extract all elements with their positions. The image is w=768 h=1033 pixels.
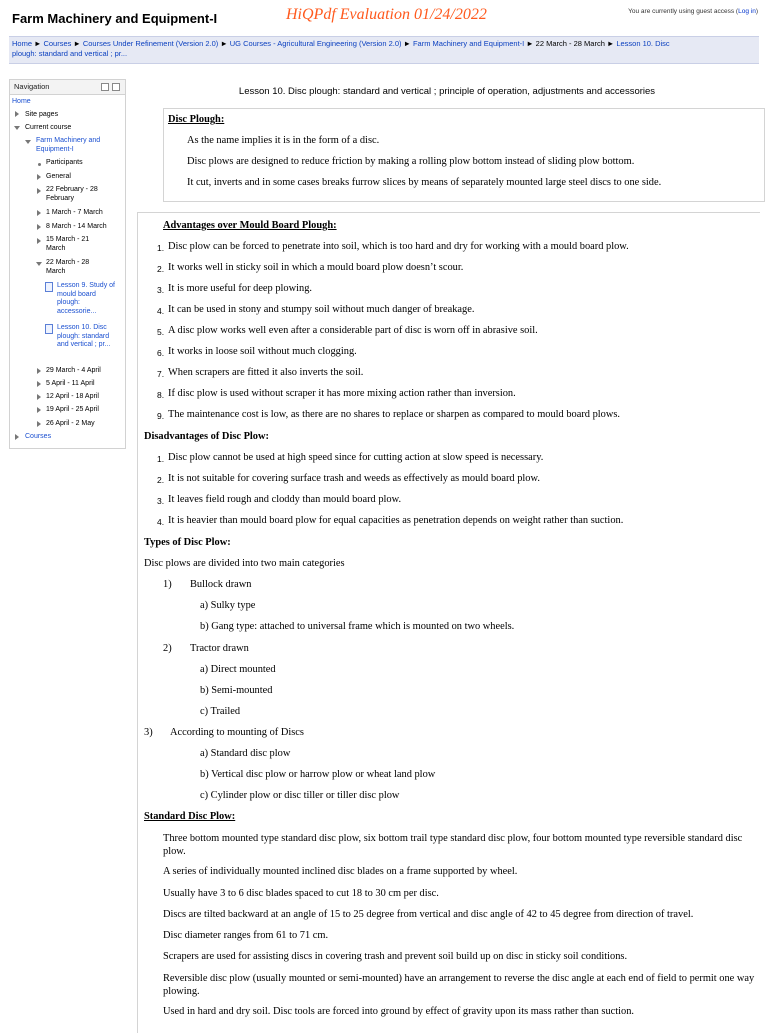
nav-week-1[interactable]: 22 February - 28 February bbox=[46, 186, 98, 202]
collapse-block-icon[interactable] bbox=[101, 83, 109, 91]
list-number: 3. bbox=[157, 285, 165, 295]
list-item: It works in loose soil without much clogging. bbox=[168, 346, 357, 357]
category-item: b) Gang type: attached to universal frame which is mounted on two wheels. bbox=[200, 621, 515, 632]
expand-icon[interactable] bbox=[37, 381, 41, 387]
nav-week-8[interactable]: 12 April - 18 April bbox=[46, 393, 99, 400]
breadcrumb-week[interactable]: 22 March - 28 March bbox=[535, 39, 605, 48]
nav-week-7[interactable]: 5 April - 11 April bbox=[46, 380, 95, 387]
list-item: When scrapers are fitted it also inverts the soil. bbox=[168, 367, 364, 378]
list-number: 9. bbox=[157, 411, 165, 421]
category-item: a) Standard disc plow bbox=[200, 748, 291, 759]
expand-icon[interactable] bbox=[37, 407, 41, 413]
category-item: a) Sulky type bbox=[200, 600, 256, 611]
list-number: 2. bbox=[157, 475, 165, 485]
list-number: 1. bbox=[157, 454, 165, 464]
evaluation-watermark: HiQPdf Evaluation 01/24/2022 bbox=[286, 6, 487, 23]
collapse-icon[interactable] bbox=[25, 140, 31, 144]
list-item: A disc plow works well even after a considerable part of disc is worn off in abrasive soil. bbox=[168, 325, 538, 336]
list-number: 6. bbox=[157, 348, 165, 358]
types-intro: Disc plows are divided into two main categories bbox=[144, 558, 345, 569]
list-item: It is not suitable for covering surface trash and weeds as effectively as mould board plow. bbox=[168, 473, 540, 484]
nav-home[interactable]: Home bbox=[12, 98, 31, 105]
nav-site-pages[interactable]: Site pages bbox=[25, 111, 59, 118]
paragraph: Used in hard and dry soil. Disc tools are forced into ground by effect of gravity upon its mass rather than suction. bbox=[163, 1006, 635, 1017]
list-item: The maintenance cost is low, as there are no shares to replace or sharpen as compared to mould board plows. bbox=[168, 409, 621, 420]
document-icon bbox=[45, 324, 53, 334]
nav-course-name[interactable]: Farm Machinery and Equipment-I bbox=[36, 137, 101, 153]
login-info: You are currently using guest access (Log in) bbox=[628, 8, 758, 15]
login-link[interactable]: Log in bbox=[738, 8, 756, 15]
category-label: Bullock drawn bbox=[190, 579, 252, 590]
list-item: It leaves field rough and cloddy than mould board plow. bbox=[168, 494, 402, 505]
breadcrumb-bar bbox=[9, 36, 759, 64]
list-item: It works well in sticky soil in which a mould board plow doesn’t scour. bbox=[168, 262, 464, 273]
dock-block-icon[interactable] bbox=[112, 83, 120, 91]
breadcrumb-ug-courses[interactable]: UG Courses - Agricultural Engineering (Version 2.0) bbox=[229, 39, 402, 48]
paragraph: Scrapers are used for assisting discs in covering trash and prevent soil build up on disc in sticky soil conditions. bbox=[163, 951, 628, 962]
list-number: 8. bbox=[157, 390, 165, 400]
expand-icon[interactable] bbox=[15, 434, 19, 440]
breadcrumb-course[interactable]: Farm Machinery and Equipment-I bbox=[412, 39, 525, 48]
breadcrumb-courses[interactable]: Courses bbox=[43, 39, 72, 48]
nav-week-5[interactable]: 22 March - 28 March bbox=[46, 259, 90, 275]
list-item: It can be used in stony and stumpy soil without much danger of breakage. bbox=[168, 304, 475, 315]
expand-icon[interactable] bbox=[37, 238, 41, 244]
types-heading: Types of Disc Plow: bbox=[144, 537, 231, 548]
category-label: According to mounting of Discs bbox=[170, 727, 304, 738]
expand-icon[interactable] bbox=[37, 174, 41, 180]
expand-icon[interactable] bbox=[15, 111, 19, 117]
list-number: 4. bbox=[157, 517, 165, 527]
definition-line: As the name implies it is in the form of a disc. bbox=[187, 135, 380, 146]
collapse-icon[interactable] bbox=[36, 262, 42, 266]
expand-icon[interactable] bbox=[37, 224, 41, 230]
expand-icon[interactable] bbox=[37, 394, 41, 400]
list-number: 1. bbox=[157, 243, 165, 253]
list-item: If disc plow is used without scraper it has more mixing action rather than inversion. bbox=[168, 388, 516, 399]
nav-current-course[interactable]: Current course bbox=[25, 124, 72, 131]
nav-week-10[interactable]: 26 April - 2 May bbox=[46, 420, 95, 427]
list-number: 5. bbox=[157, 327, 165, 337]
disadvantages-heading: Disadvantages of Disc Plow: bbox=[144, 431, 269, 442]
nav-participants[interactable]: Participants bbox=[46, 159, 83, 166]
navigation-header bbox=[10, 80, 125, 95]
paragraph: Three bottom mounted type standard disc plow, six bottom trail type standard disc plow, four bottom mounted type reversible standard disc plow. bbox=[163, 833, 743, 857]
list-number: 7. bbox=[157, 369, 165, 379]
nav-week-6[interactable]: 29 March - 4 April bbox=[46, 367, 101, 374]
category-number: 3) bbox=[144, 727, 153, 738]
expand-icon[interactable] bbox=[37, 421, 41, 427]
breadcrumb: Home ► Courses ► Courses Under Refinement (Version 2.0) ► UG Courses - Agricultural Engineering (Version 2.0) ► Farm Machinery and Equipment-I ► 22 March - 28 March ► Lesson 10. Disc plough: standard and vertical ; pr... bbox=[12, 39, 670, 58]
breadcrumb-home[interactable]: Home bbox=[12, 39, 33, 48]
list-item: It is heavier than mould board plow for equal capacities as penetration depends on weight rather than suction. bbox=[168, 515, 624, 526]
category-item: a) Direct mounted bbox=[200, 664, 276, 675]
category-item: c) Trailed bbox=[200, 706, 241, 717]
list-item: Disc plow can be forced to penetrate into soil, which is too hard and dry for working with a mould board plow. bbox=[168, 241, 629, 252]
breadcrumb-refinement[interactable]: Courses Under Refinement (Version 2.0) bbox=[82, 39, 219, 48]
document-icon bbox=[45, 282, 53, 292]
nav-week-4[interactable]: 15 March - 21 March bbox=[46, 236, 90, 252]
disc-plough-heading: Disc Plough: bbox=[168, 114, 225, 125]
expand-icon[interactable] bbox=[37, 188, 41, 194]
nav-general[interactable]: General bbox=[46, 173, 71, 180]
list-item: Disc plow cannot be used at high speed since for cutting action at slow speed is necessary. bbox=[168, 452, 544, 463]
breadcrumb-lesson[interactable]: Lesson 10. Disc plough: standard and vertical ; pr... bbox=[12, 39, 670, 58]
collapse-icon[interactable] bbox=[14, 126, 20, 130]
definition-line: Disc plows are designed to reduce friction by making a rolling plow bottom instead of sliding plow bottom. bbox=[187, 156, 635, 167]
nav-week-2[interactable]: 1 March - 7 March bbox=[46, 209, 103, 216]
category-item: b) Semi-mounted bbox=[200, 685, 273, 696]
category-item: b) Vertical disc plow or harrow plow or wheat land plow bbox=[200, 769, 436, 780]
list-number: 3. bbox=[157, 496, 165, 506]
category-number: 2) bbox=[163, 643, 172, 654]
lesson-title: Lesson 10. Disc plough: standard and vertical ; principle of operation, adjustments and accessories bbox=[238, 86, 656, 97]
paragraph: Discs are tilted backward at an angle of 15 to 25 degree from vertical and disc angle of 42 to 45 degree from direction of travel. bbox=[163, 909, 694, 920]
category-label: Tractor drawn bbox=[190, 643, 249, 654]
list-number: 2. bbox=[157, 264, 165, 274]
nav-lesson-10[interactable]: Lesson 10. Disc plough: standard and vertical ; pr... bbox=[57, 324, 111, 348]
nav-courses[interactable]: Courses bbox=[25, 433, 52, 440]
paragraph: A series of individually mounted inclined disc blades on a frame supported by wheel. bbox=[163, 866, 518, 877]
navigation-title: Navigation bbox=[14, 82, 50, 91]
paragraph: Disc diameter ranges from 61 to 71 cm. bbox=[163, 930, 329, 941]
expand-icon[interactable] bbox=[37, 368, 41, 374]
standard-disc-plow-heading: Standard Disc Plow: bbox=[144, 811, 236, 822]
category-number: 1) bbox=[163, 579, 172, 590]
category-item: c) Cylinder plow or disc tiller or tiller disc plow bbox=[200, 790, 400, 801]
definition-line: It cut, inverts and in some cases breaks furrow slices by means of separately mounted large steel discs to one side. bbox=[187, 177, 662, 188]
list-number: 4. bbox=[157, 306, 165, 316]
nav-week-3[interactable]: 8 March - 14 March bbox=[46, 223, 107, 230]
site-title: Farm Machinery and Equipment-I bbox=[12, 11, 218, 26]
advantages-heading: Advantages over Mould Board Plough: bbox=[163, 220, 337, 231]
list-item: It is more useful for deep plowing. bbox=[168, 283, 312, 294]
expand-icon[interactable] bbox=[37, 210, 41, 216]
bullet-icon bbox=[38, 163, 41, 166]
nav-week-9[interactable]: 19 April - 25 April bbox=[46, 406, 99, 413]
nav-lesson-9[interactable]: Lesson 9. Study of mould board plough: accessorie... bbox=[57, 282, 115, 315]
paragraph: Reversible disc plow (usually mounted or semi-mounted) have an arrangement to reverse the disc angle at each end of field to permit one way plowing. bbox=[163, 973, 755, 997]
paragraph: Usually have 3 to 6 disc blades spaced to cut 18 to 30 cm per disc. bbox=[163, 888, 439, 899]
